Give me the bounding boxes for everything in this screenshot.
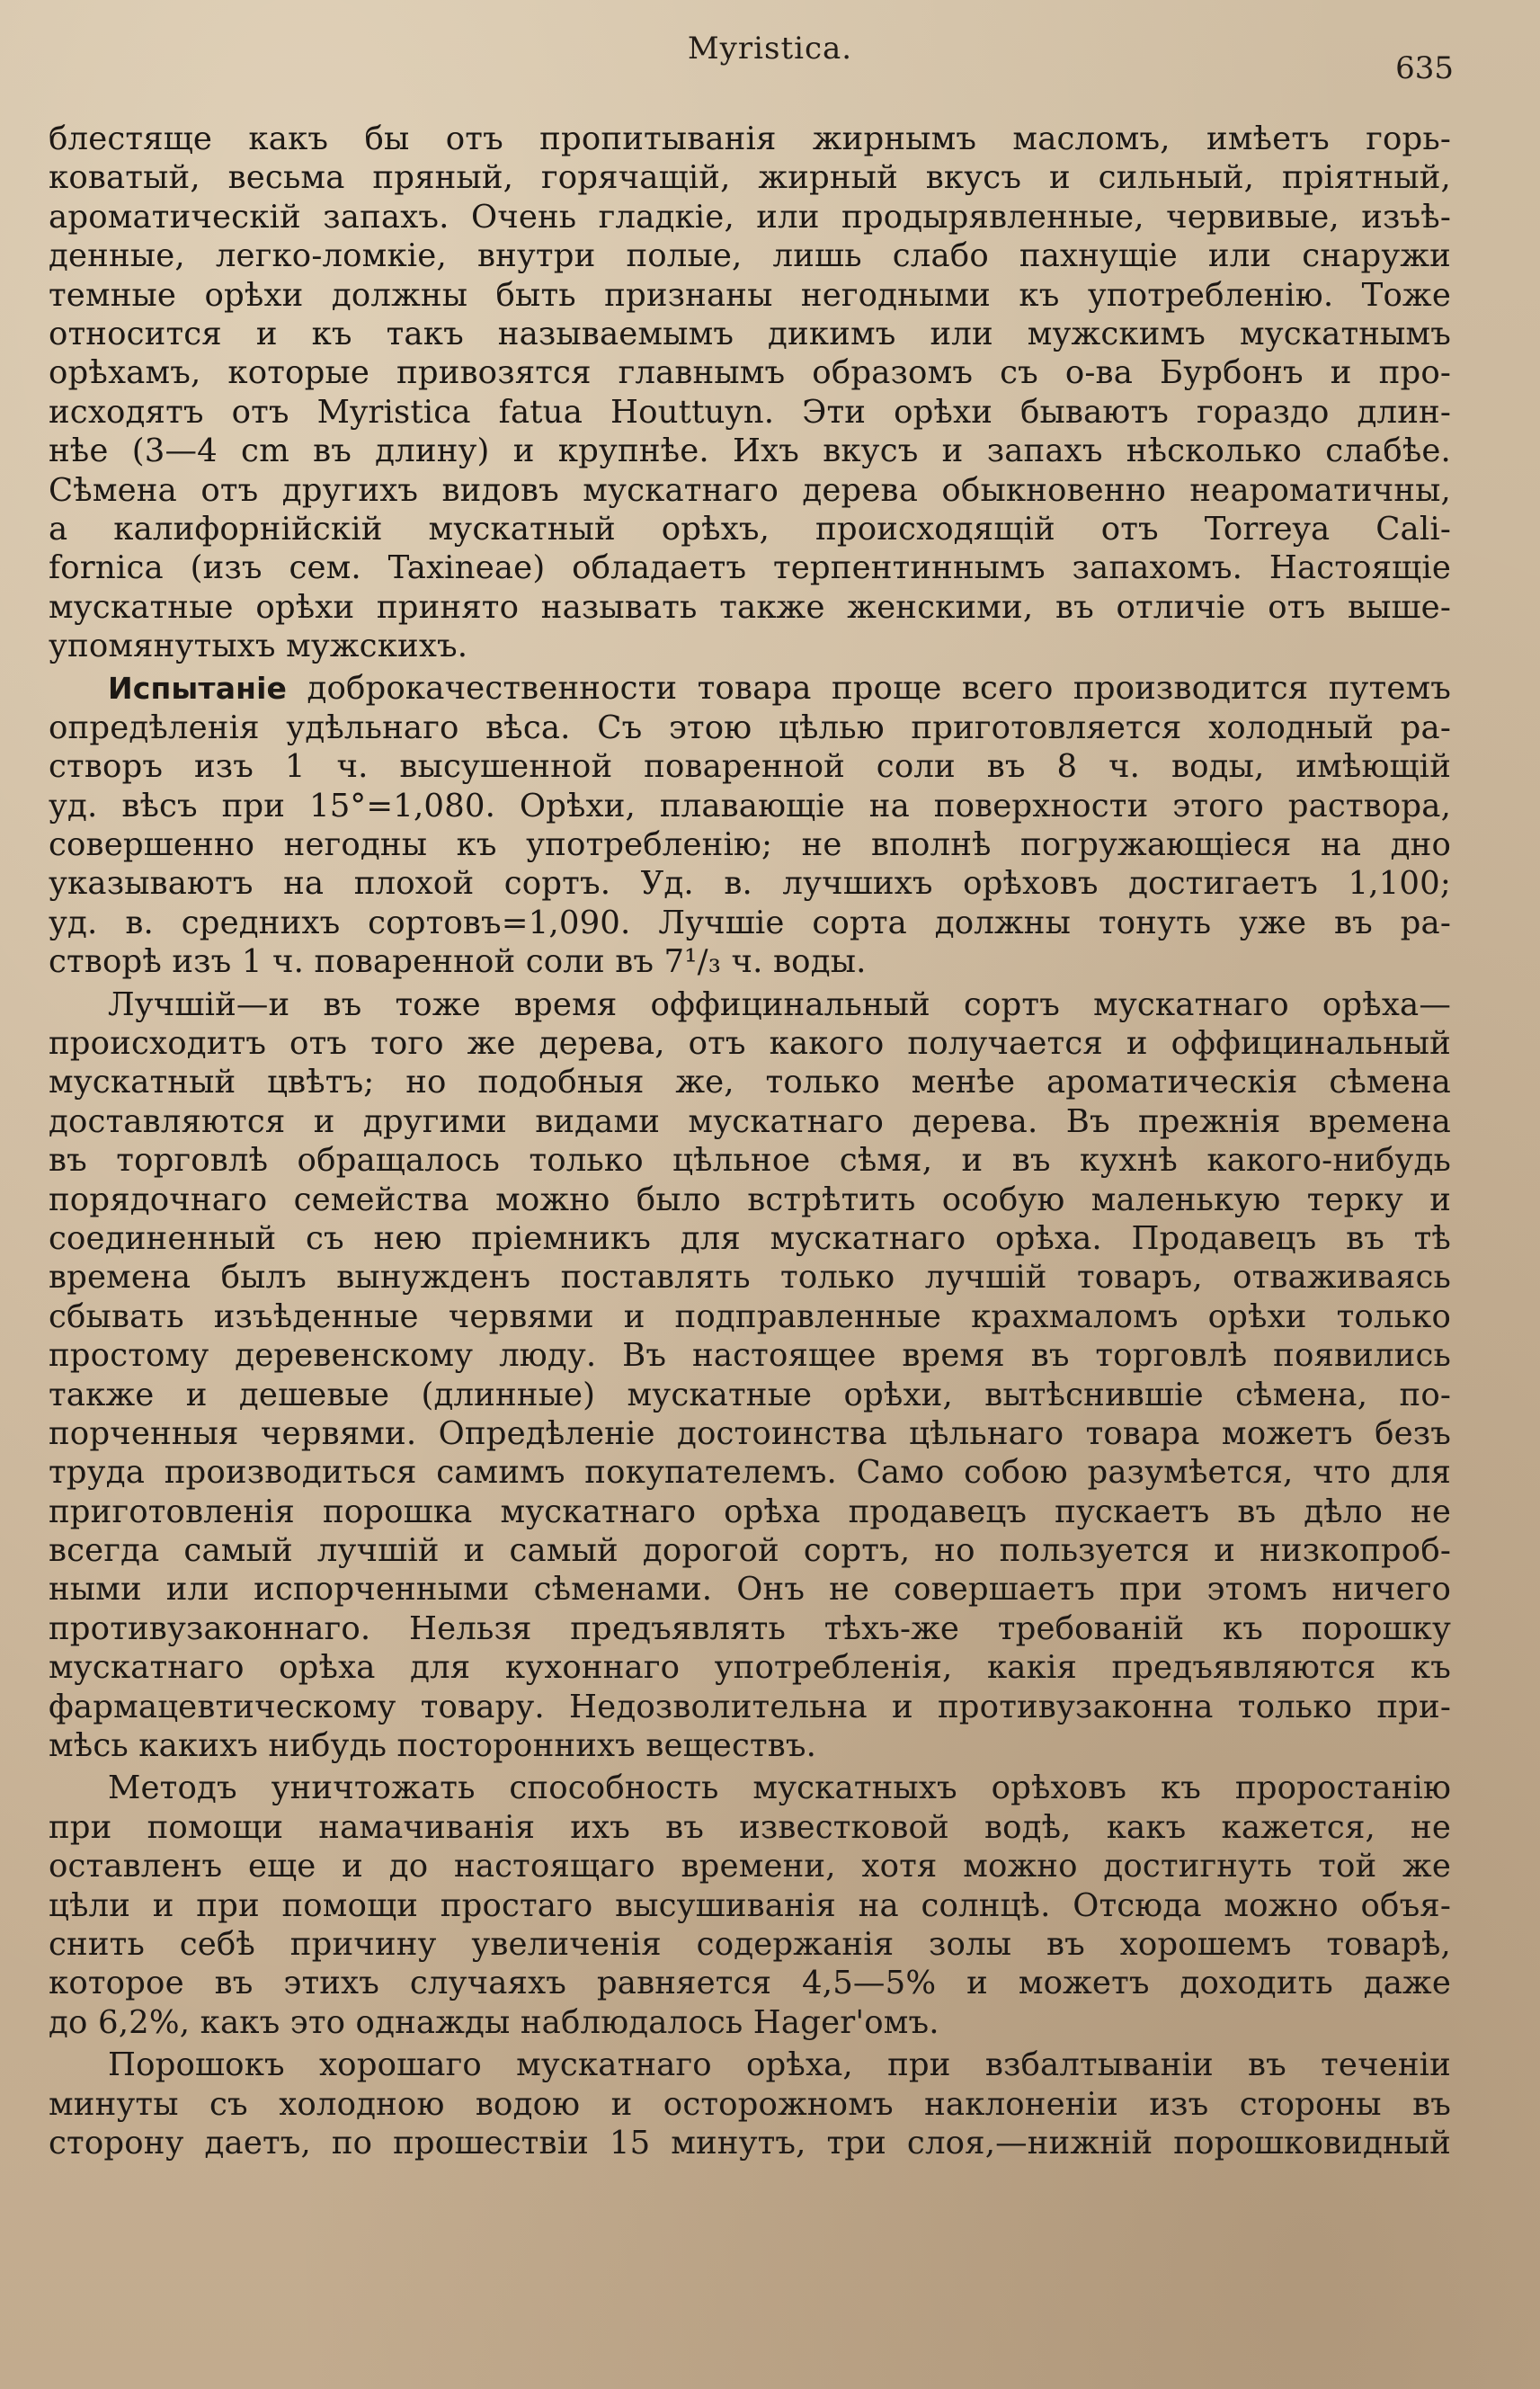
text-line: всегда самый лучшій и самый дорогой сортъ, но пользуется и низкопроб- bbox=[49, 1532, 1451, 1570]
text-line: мускатнаго орѣха для кухоннаго употребленія, какія предъявляются къ bbox=[49, 1649, 1451, 1687]
paragraph-5 bbox=[49, 2046, 1451, 2162]
text-line: Сѣмена отъ другихъ видовъ мускатнаго дерева обыкновенно неароматичны, bbox=[49, 471, 1451, 509]
text-line: мѣсь какихъ нибудь постороннихъ веществъ. bbox=[49, 1727, 817, 1765]
text-line: въ торговлѣ обращалось только цѣльное сѣмя, и въ кухнѣ какого-нибудь bbox=[49, 1142, 1451, 1180]
text-line-with-lead bbox=[49, 669, 1451, 708]
text-line: происходитъ отъ того же дерева, отъ какого получается и оффицинальный bbox=[49, 1024, 1451, 1062]
text-line: противузаконнаго. Нельзя предъявлять тѣхъ-же требованій къ порошку bbox=[49, 1609, 1451, 1647]
text-line: блестяще какъ бы отъ пропитыванія жирнымъ масломъ, имѣетъ горь- bbox=[49, 120, 1451, 157]
text-line: Лучшій—и въ тоже время оффицинальный сортъ мускатнаго орѣха— bbox=[108, 985, 1451, 1023]
text-line: уд. вѣсъ при 15°=1,080. Орѣхи, плавающіе на поверхности этого раствора, bbox=[49, 787, 1451, 825]
text-line: также и дешевые (длинные) мускатные орѣхи, вытѣснившіе сѣмена, по- bbox=[49, 1376, 1451, 1413]
text-line: соединенный съ нею пріемникъ для мускатнаго орѣха. Продавецъ въ тѣ bbox=[49, 1219, 1451, 1257]
text-line: створъ изъ 1 ч. высушенной поваренной соли въ 8 ч. воды, имѣющій bbox=[49, 748, 1451, 786]
paragraph-1 bbox=[49, 120, 1451, 665]
text-line: темные орѣхи должны быть признаны негодными къ употребленію. Тоже bbox=[49, 276, 1451, 314]
body-text bbox=[49, 120, 1451, 2162]
text-line: денные, легко-ломкіе, внутри полые, лишь слабо пахнущіе или снаружи bbox=[49, 237, 1451, 275]
text-line: цѣли и при помощи простаго высушиванія на солнцѣ. Отсюда можно объя- bbox=[49, 1886, 1451, 1924]
page-number: 635 bbox=[1395, 50, 1454, 86]
text-line: доставляются и другими видами мускатнаго дерева. Въ прежнія времена bbox=[49, 1102, 1451, 1140]
text-line: снить себѣ причину увеличенія содержанія золы въ хорошемъ товарѣ, bbox=[49, 1925, 1451, 1963]
text-line: коватый, весьма пряный, горячащій, жирный вкусъ и сильный, пріятный, bbox=[49, 159, 1451, 197]
text-line: минуты съ холодною водою и осторожномъ наклоненіи изъ стороны въ bbox=[49, 2085, 1451, 2123]
running-title: Myristica. bbox=[687, 31, 853, 67]
text-line: приготовленія порошка мускатнаго орѣха продавецъ пускаетъ въ дѣло не bbox=[49, 1493, 1451, 1530]
text-line: исходятъ отъ Myristica fatua Houttuyn. Эти орѣхи бываютъ гораздо длин- bbox=[49, 393, 1451, 431]
text-line: времена былъ вынужденъ поставлять только лучшій товаръ, отваживаясь bbox=[49, 1259, 1451, 1297]
text-line: мускатные орѣхи принято называть также женскими, въ отличіе отъ выше- bbox=[49, 588, 1451, 626]
paragraph-4 bbox=[49, 1769, 1451, 2042]
text-line: ными или испорченными сѣменами. Онъ не совершаетъ при этомъ ничего bbox=[49, 1571, 1451, 1609]
text-line: сторону даетъ, по прошествіи 15 минутъ, три слоя,—нижній порошковидный bbox=[49, 2124, 1451, 2162]
text-line: сбывать изъѣденные червями и подправленные крахмаломъ орѣхи только bbox=[49, 1297, 1451, 1335]
text-line: простому деревенскому люду. Въ настоящее время въ торговлѣ появились bbox=[49, 1337, 1451, 1375]
text-line: которое въ этихъ случаяхъ равняется 4,5—5% и можетъ доходить даже bbox=[49, 1965, 1451, 2002]
text-line: Методъ уничтожать способность мускатныхъ орѣховъ къ проростанію bbox=[108, 1769, 1451, 1807]
text-line: нѣе (3—4 cm въ длину) и крупнѣе. Ихъ вкусъ и запахъ нѣсколько слабѣе. bbox=[49, 432, 1451, 470]
text-line: Порошокъ хорошаго мускатнаго орѣха, при взбалтываніи въ теченіи bbox=[108, 2046, 1451, 2084]
paragraph-3 bbox=[49, 985, 1451, 1766]
text-line: при помощи намачиванія ихъ въ известковой водѣ, какъ кажется, не bbox=[49, 1808, 1451, 1846]
text-line: фармацевтическому товару. Недозволительна и противузаконна только при- bbox=[49, 1688, 1451, 1725]
text-line: совершенно негодны къ употребленію; не вполнѣ погружающіеся на дно bbox=[49, 826, 1451, 864]
text-line: до 6,2%, какъ это однажды наблюдалось Hager'омъ. bbox=[49, 2003, 939, 2041]
paragraph-2 bbox=[49, 669, 1451, 981]
text-line: ароматическій запахъ. Очень гладкіе, или продырявленные, червивые, изъѣ- bbox=[49, 198, 1451, 236]
text-line: fornica (изъ сем. Taxineae) обладаетъ терпентиннымъ запахомъ. Настоящіе bbox=[49, 549, 1451, 587]
text-line: уд. в. среднихъ сортовъ=1,090. Лучшіе сорта должны тонуть уже въ ра- bbox=[49, 904, 1451, 941]
paragraph-lead-word: Испытаніе bbox=[108, 671, 288, 707]
text-line-rest: доброкачественности товара проще всего производится путемъ bbox=[287, 670, 1451, 708]
text-line: указываютъ на плохой сортъ. Уд. в. лучшихъ орѣховъ достигаетъ 1,100; bbox=[49, 865, 1451, 903]
text-line: труда производиться самимъ покупателемъ. Само собою разумѣется, что для bbox=[49, 1454, 1451, 1492]
text-line: упомянутыхъ мужскихъ. bbox=[49, 628, 468, 665]
text-line: а калифорнійскій мускатный орѣхъ, происходящій отъ Torreya Cali- bbox=[49, 510, 1451, 548]
text-line: орѣхамъ, которые привозятся главнымъ образомъ съ о-ва Бурбонъ и про- bbox=[49, 354, 1451, 392]
text-line: порченныя червями. Опредѣленіе достоинства цѣльнаго товара можетъ безъ bbox=[49, 1414, 1451, 1452]
text-line: оставленъ еще и до настоящаго времени, хотя можно достигнуть той же bbox=[49, 1848, 1451, 1885]
running-header bbox=[0, 27, 1540, 86]
text-line: створѣ изъ 1 ч. поваренной соли въ 7¹/₃ ч. воды. bbox=[49, 943, 867, 981]
text-line: опредѣленія удѣльнаго вѣса. Съ этою цѣлью приготовляется холодный ра- bbox=[49, 709, 1451, 746]
text-line: мускатный цвѣтъ; но подобныя же, только менѣе ароматическія сѣмена bbox=[49, 1064, 1451, 1101]
text-line: порядочнаго семейства можно было встрѣтить особую маленькую терку и bbox=[49, 1181, 1451, 1218]
text-line: относится и къ такъ называемымъ дикимъ или мужскимъ мускатнымъ bbox=[49, 315, 1451, 352]
